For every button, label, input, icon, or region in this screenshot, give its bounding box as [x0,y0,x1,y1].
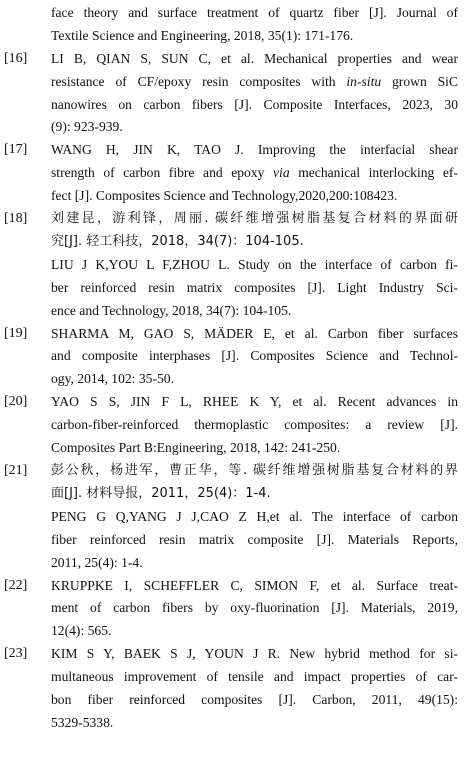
reference-line: Composites Part B:Engineering, 2018, 142: 241-250. [51,440,341,456]
reference-entry [0,323,465,392]
reference-line: ment of carbon fibers by oxy-fluorination [J]. Materials, 2019, [51,600,458,616]
reference-line [51,162,458,185]
reference-line: (9): 923-939. [51,119,123,135]
reference-line: ogy, 2014, 102: 35-50. [51,371,174,387]
reference-number: [20] [4,394,28,410]
reference-line: WANG H, JIN K, TAO J. Improving the interfacial shear [51,142,458,158]
reference-number: [22] [4,577,28,593]
reference-entry [0,575,465,644]
reference-number: [19] [4,325,28,341]
reference-line: ence and Technology, 2018, 34(7): 104-105. [51,302,292,318]
reference-line: 面[J]. 材料导报，2011，25(4)：1-4. [51,485,271,501]
reference-text: resistance of CF/epoxy resin composites with [51,73,347,89]
reference-line: LIU J K,YOU L F,ZHOU L. Study on the interface of carbon fi- [51,256,458,272]
reference-entry [0,391,465,460]
reference-line: bon fiber reinforced composites [J]. Carbon, 2011, 49(15): [51,691,458,707]
reference-line: face theory and surface treatment of quartz fiber [J]. Journal of [51,5,458,20]
italic-term: in-situ [346,73,382,89]
reference-line: PENG G Q,YANG J J,CAO Z H,et al. The interface of carbon [51,508,458,524]
reference-text: strength of carbon fibre and epoxy [51,165,274,181]
reference-line: fiber reinforced resin matrix composite [J]. Materials Reports, [51,531,458,547]
reference-line: 5329-5338. [51,714,114,730]
reference-text: grown SiC [381,73,458,89]
reference-entry [0,48,465,140]
reference-line: YAO S S, JIN F L, RHEE K Y, et al. Recent advances in [51,394,458,410]
reference-number: [21] [4,463,28,478]
reference-entry [0,2,465,48]
reference-number: [18] [4,211,28,227]
reference-line: KRUPPKE I, SCHEFFLER C, SIMON F, et al. Surface treat- [51,577,458,593]
reference-number: [23] [4,646,28,662]
reference-line: and composite interphases [J]. Composites Science and Technol- [51,348,458,364]
reference-entry [0,208,465,323]
reference-line: SHARMA M, GAO S, MÄDER E, et al. Carbon fiber surfaces [51,325,458,341]
reference-line: LI B, QIAN S, SUN C, et al. Mechanical properties and wear [51,50,458,66]
reference-line: 究[J]. 轻工科技，2018，34(7)：104-105. [51,233,304,249]
reference-entry [0,139,465,208]
reference-line: 2011, 25(4): 1-4. [51,554,143,570]
reference-line: 彭公秋，杨进军，曹正华，等. 碳纤维增强树脂基复合材料的界 [51,463,458,478]
reference-line: carbon-fiber-reinforced thermoplastic composites: a review [J]. [51,417,458,433]
reference-line [51,71,458,94]
italic-term: via [273,165,290,181]
reference-text: mechanical interlocking ef- [289,165,458,181]
reference-number: [16] [4,50,28,66]
reference-line: nanowires on carbon fibers [J]. Composite Interfaces, 2023, 30 [51,96,458,112]
reference-entry [0,643,465,735]
reference-number: [17] [4,142,28,158]
reference-entry [0,460,465,575]
reference-line: fect [J]. Composites Science and Technology,2020,200:108423. [51,188,398,204]
reference-line: 刘建昆，游利锋，周丽. 碳纤维增强树脂基复合材料的界面研 [51,211,458,227]
reference-line: multaneous improvement of tensile and impact properties of car- [51,669,458,685]
reference-line: 12(4): 565. [51,623,112,639]
reference-line: KIM S Y, BAEK S J, YOUN J R. New hybrid method for si- [51,646,458,662]
reference-line: ber reinforced resin matrix composites [J]. Light Industry Sci- [51,279,458,295]
reference-line: Textile Science and Engineering, 2018, 35(1): 171-176. [51,27,354,43]
